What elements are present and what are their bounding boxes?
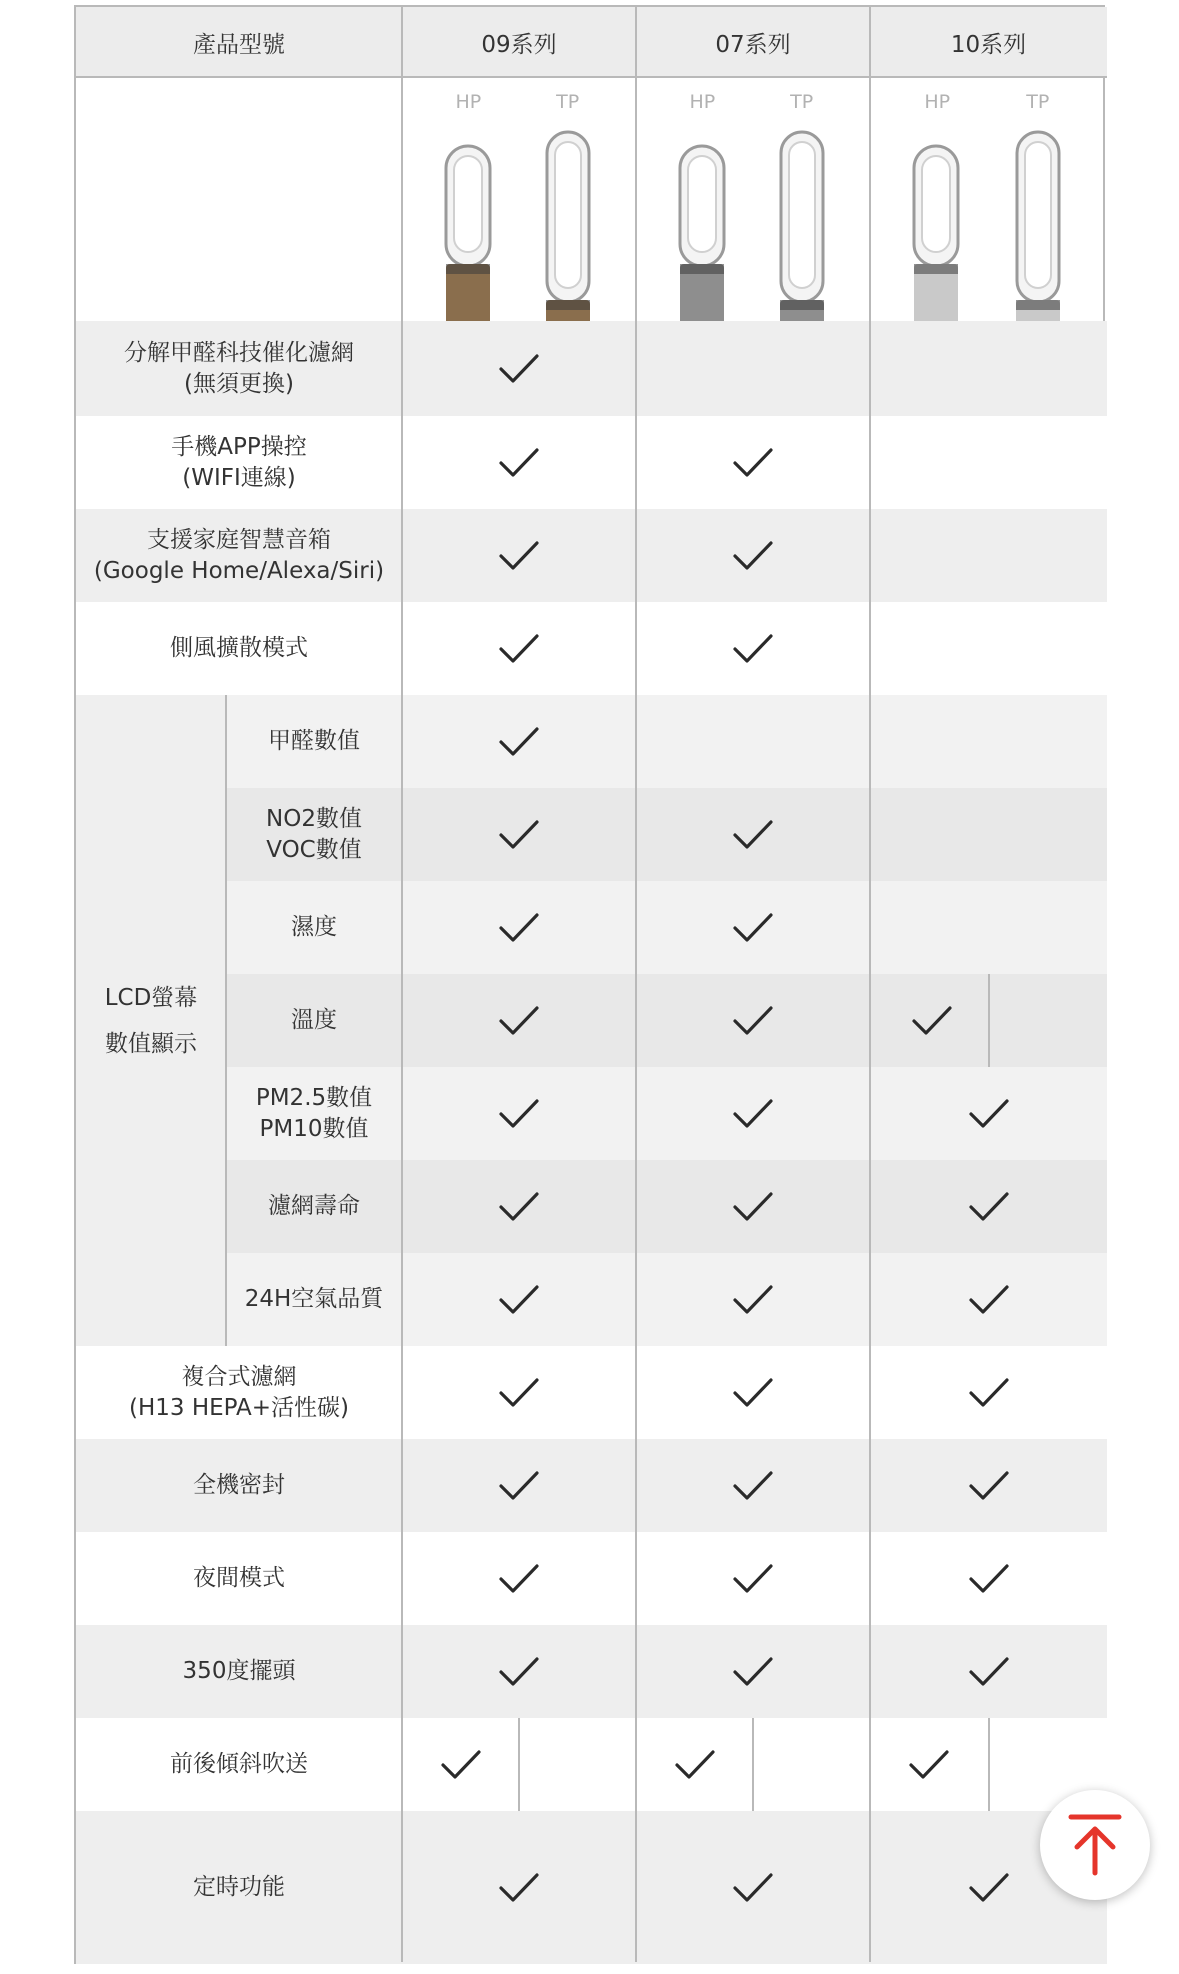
- row-label-text: [129, 1362, 349, 1424]
- header-series-1: 07系列: [636, 7, 870, 77]
- variant-label-tp: TP: [556, 91, 580, 113]
- check-icon: [497, 1376, 541, 1410]
- row-label-text-line: NO2數值: [266, 805, 362, 832]
- check-icon: [673, 1748, 717, 1782]
- row-label-text: [256, 1083, 372, 1145]
- row-label-5: [226, 788, 402, 881]
- row-label-text-line: 複合式濾網: [181, 1363, 297, 1390]
- row-4-series-2: [870, 695, 1107, 788]
- row-label-10: [226, 1253, 402, 1346]
- row-label-text: [245, 1284, 384, 1315]
- row-label-text: [171, 432, 306, 494]
- variant-label-hp: HP: [924, 91, 951, 113]
- lcd-group-label-text-line: 數值顯示: [105, 1030, 197, 1057]
- check-icon: [731, 1190, 775, 1224]
- row-label-1: [76, 416, 402, 509]
- check-icon: [497, 818, 541, 852]
- scroll-to-top-button[interactable]: [1040, 1790, 1150, 1900]
- check-icon: [731, 1655, 775, 1689]
- half-cell-divider: [752, 1718, 754, 1811]
- check-icon: [731, 1283, 775, 1317]
- check-icon: [439, 1748, 483, 1782]
- row-label-text-line: 支援家庭智慧音箱: [146, 526, 331, 553]
- row-label-text-line: PM2.5數值: [255, 1084, 373, 1111]
- row-label-text-line: 側風擴散模式: [170, 635, 308, 661]
- row-4-series-1: [636, 695, 870, 788]
- row-label-7: [226, 974, 402, 1067]
- row-label-16: [76, 1811, 402, 1964]
- variant-label-tp: TP: [790, 91, 814, 113]
- check-icon: [497, 352, 541, 386]
- row-label-text: [193, 1563, 285, 1594]
- row-label-text: [193, 1470, 285, 1501]
- check-icon: [731, 1871, 775, 1905]
- column-divider: [635, 7, 637, 1962]
- header-series-0: 09系列: [402, 7, 636, 77]
- row-label-text-line: 甲醛數值: [268, 728, 360, 754]
- check-icon: [731, 818, 775, 852]
- row-label-3: [76, 602, 402, 695]
- row-label-15: [76, 1718, 402, 1811]
- check-icon: [967, 1376, 1011, 1410]
- row-label-text-line: 350度擺頭: [182, 1658, 296, 1684]
- check-icon: [907, 1748, 951, 1782]
- lcd-group-label-text-line: LCD螢幕: [104, 984, 198, 1011]
- row-3-series-2: [870, 602, 1107, 695]
- row-label-text-line: (WIFI連線): [182, 464, 296, 491]
- header-divider: [76, 76, 1107, 78]
- header-series-2: 10系列: [870, 7, 1107, 77]
- column-divider: [401, 7, 403, 1962]
- check-icon: [497, 725, 541, 759]
- row-label-text-line: 前後傾斜吹送: [170, 1751, 308, 1777]
- check-icon: [731, 1469, 775, 1503]
- lcd-sub-divider: [225, 695, 227, 1346]
- row-0-series-1: [636, 321, 870, 416]
- half-cell-divider: [988, 974, 990, 1067]
- check-icon: [731, 539, 775, 573]
- check-icon: [497, 1004, 541, 1038]
- row-label-text-line: 夜間模式: [193, 1565, 285, 1591]
- check-icon: [967, 1469, 1011, 1503]
- half-cell-divider: [988, 1718, 990, 1811]
- row-label-text: [291, 1005, 337, 1036]
- row-label-text: [291, 912, 337, 943]
- row-label-text-line: 濕度: [291, 914, 337, 940]
- row-label-text-line: 分解甲醛科技催化濾網: [124, 339, 354, 366]
- row-2-series-2: [870, 509, 1107, 602]
- row-label-4: [226, 695, 402, 788]
- check-icon: [497, 1562, 541, 1596]
- row-label-text: [183, 1656, 296, 1687]
- check-icon: [497, 1283, 541, 1317]
- row-label-text-line: (Google Home/Alexa/Siri): [93, 557, 385, 584]
- row-label-text: [124, 338, 354, 400]
- row-label-text: [170, 1749, 308, 1780]
- row-label-text: [193, 1872, 285, 1903]
- check-icon: [731, 1562, 775, 1596]
- row-label-text-line: 手機APP操控: [171, 433, 307, 460]
- row-label-11: [76, 1346, 402, 1439]
- check-icon: [497, 1097, 541, 1131]
- check-icon: [967, 1097, 1011, 1131]
- row-label-text-line: 濾網壽命: [268, 1193, 360, 1219]
- check-icon: [731, 1376, 775, 1410]
- row-label-text-line: 24H空氣品質: [244, 1286, 384, 1312]
- lcd-group-label: [76, 695, 226, 1346]
- row-label-8: [226, 1067, 402, 1160]
- check-icon: [967, 1190, 1011, 1224]
- row-label-text: [266, 804, 362, 866]
- check-icon: [731, 911, 775, 945]
- check-icon: [967, 1283, 1011, 1317]
- row-label-text: [170, 633, 308, 664]
- check-icon: [497, 1871, 541, 1905]
- variant-label-hp: HP: [689, 91, 716, 113]
- check-icon: [497, 632, 541, 666]
- row-label-text-line: PM10數值: [259, 1115, 369, 1142]
- check-icon: [497, 446, 541, 480]
- row-label-9: [226, 1160, 402, 1253]
- check-icon: [497, 539, 541, 573]
- check-icon: [967, 1655, 1011, 1689]
- row-1-series-2: [870, 416, 1107, 509]
- row-label-14: [76, 1625, 402, 1718]
- check-icon: [497, 1655, 541, 1689]
- row-label-text: [94, 525, 384, 587]
- row-label-text-line: 全機密封: [193, 1472, 285, 1498]
- row-label-text-line: VOC數值: [266, 836, 362, 863]
- row-6-series-2: [870, 881, 1107, 974]
- row-label-6: [226, 881, 402, 974]
- row-label-text: [268, 726, 360, 757]
- check-icon: [497, 911, 541, 945]
- check-icon: [731, 1097, 775, 1131]
- arrow-up-to-line-icon: [1067, 1813, 1123, 1877]
- check-icon: [967, 1871, 1011, 1905]
- row-label-text-line: 溫度: [291, 1007, 337, 1033]
- row-0-series-2: [870, 321, 1107, 416]
- variant-label-hp: HP: [455, 91, 482, 113]
- row-label-2: [76, 509, 402, 602]
- half-cell-divider: [518, 1718, 520, 1811]
- check-icon: [731, 632, 775, 666]
- variant-label-tp: TP: [1026, 91, 1050, 113]
- row-label-text-line: 定時功能: [193, 1874, 285, 1900]
- row-label-text-line: (無須更換): [184, 370, 294, 397]
- check-icon: [910, 1004, 954, 1038]
- check-icon: [731, 1004, 775, 1038]
- comparison-table: [74, 5, 1105, 1964]
- row-label-12: [76, 1439, 402, 1532]
- column-divider: [869, 7, 871, 1962]
- check-icon: [497, 1190, 541, 1224]
- row-label-0: [76, 321, 402, 416]
- header-model-label: 產品型號: [76, 7, 402, 77]
- row-label-13: [76, 1532, 402, 1625]
- check-icon: [497, 1469, 541, 1503]
- check-icon: [731, 446, 775, 480]
- row-label-text: [268, 1191, 360, 1222]
- check-icon: [967, 1562, 1011, 1596]
- row-5-series-2: [870, 788, 1107, 881]
- row-label-text-line: (H13 HEPA+活性碳): [128, 1394, 350, 1421]
- lcd-group-label-text: [105, 975, 198, 1067]
